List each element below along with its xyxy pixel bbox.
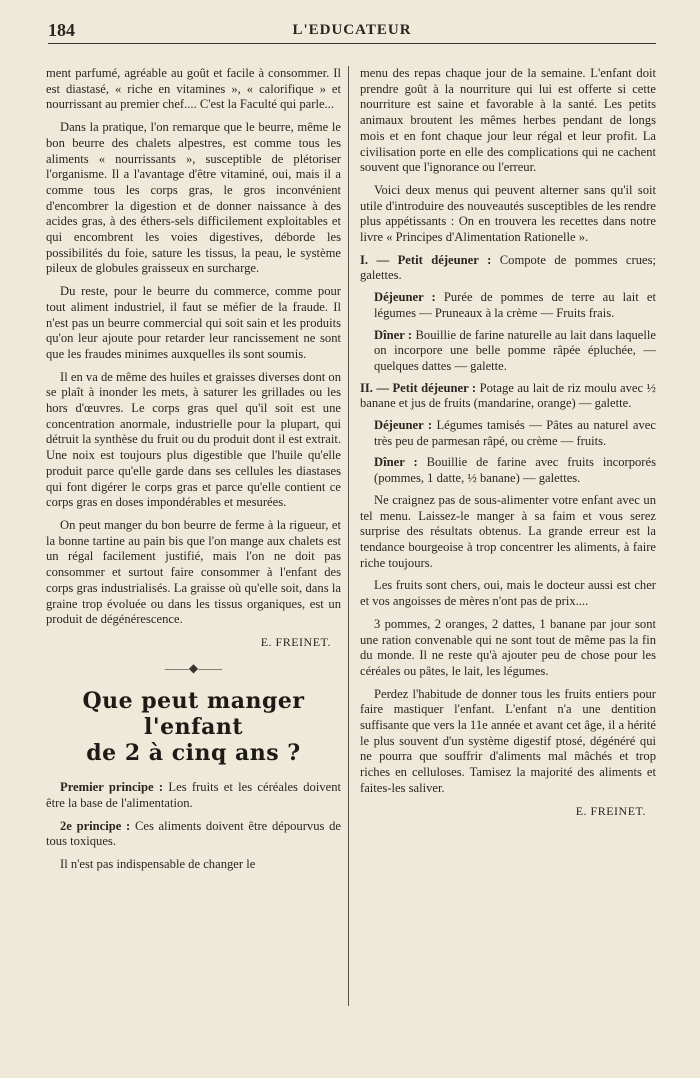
menu-item [360,328,656,375]
paragraph: Dans la pratique, l'on remarque que le beurre, même le bon beurre des chalets alpestres, est comme tous les aliments « nourrissants », susceptible de plétoriser l'organisme. Il a l'avantage d'être vitaminé, oui, mais il a comme tous les corps gras, le gros inconvénient d'encombrer la digestion et de donner naissance à des acides gras, à des éthers-sels difficilement exploitables et qui encombrent les voies digestives, déborde les possibilités du foie, sature les tissus, la peau, le système pileux de globules graisseux en surcharge. [46,120,341,276]
paragraph: 3 pommes, 2 oranges, 2 dattes, 1 banane par jour sont une ration convenable qui ne sont tout de même pas la fin du monde. Il ne reste qu'à ajouter peu de chose pour les céréales ou pâtes, le lait, les légumes. [360,616,656,678]
menu-text: Compote de pommes crues; galettes. [360,252,656,283]
headline-line: Que peut manger [82,688,305,715]
menu-item [360,418,656,449]
paragraph: menu des repas chaque jour de la semaine. L'enfant doit prendre goût à la nourriture qui lui est offerte si cette nourriture est saine et favorable à la santé. Les petits animaux broutent les mêmes herbes pendant de longs mois et en font chaque jour leur régal et leur profit. La civilisation porte en elle des complications qui ne cachent souvent que l'ignorance ou l'erreur. [360,66,656,175]
menu-text: Potage au lait de riz moulu avec ½ banane et jus de fruits (mandarine, orange) — galette. [360,380,656,411]
menu-item [360,253,656,284]
paragraph: Ne craignez pas de sous-alimenter votre enfant avec un tel menu. Laissez-le manger à sa faim et vous serez surprise des résultats obtenus. La grande erreur est la tendance bourgeoise à trop concentrer les aliments, à faire riche toujours. [360,492,656,570]
left-column [46,66,341,880]
menu-label: II. — Petit déjeuner : [360,380,477,395]
column-divider [348,66,349,1006]
paragraph: On peut manger du bon beurre de ferme à la rigueur, et la bonne tartine au pain bis que l'on mange aux chalets est un régal facilement justifié, mais l'on ne doit pas consommer et surtout faire consommer à l'enfant des corps gras industrialisés. La graisse où qu'elle soit, dans la graine trop évoluée ou dans les tissus organiques, est un produit de dégénérescence. [46,517,341,627]
menu-text: Légumes tamisés — Pâtes au naturel avec très peu de parmesan râpé, ou crème — fruits. [374,418,656,448]
menu-item [360,455,656,486]
paragraph: Du reste, pour le beurre du commerce, comme pour tout aliment industriel, il faut se méfier de la fraude. Il n'est pas un beurre commercial qui soit sain et les produits qu'on leur ajoute pour retarder leur rancissement ne sont que les fraudes minimes auxquelles ils sont soumis. [46,284,341,361]
menu-list [360,253,656,487]
paragraph: Les fruits sont chers, oui, mais le docteur aussi est cher et vos angoisses de mères n'ont pas de prix.... [360,578,656,609]
menu-item [360,290,656,321]
ornament-divider: ——◆—— [164,660,223,675]
menu-text: Bouillie de farine avec fruits incorporés (pommes, 1 datte, ½ banane) — galettes. [374,455,656,486]
paragraph: ment parfumé, agréable au goût et facile à consommer. Il est diastasé, « riche en vitamines », « calorifique » et nourrissant au premier chef.... C'est la Faculté qui parle... [46,66,341,112]
menu-label: I. — Petit déjeuner : [360,252,492,267]
signature: E. FREINET. [260,634,331,649]
running-title: L'EDUCATEUR [292,22,412,38]
page-number: 184 [48,20,75,40]
signature: E. FREINET. [575,803,646,818]
paragraph: Il n'est pas indispensable de changer le [60,857,256,872]
menu-label: Déjeuner : [374,290,436,305]
paragraph: Perdez l'habitude de donner tous les fruits entiers pour faire mastiquer l'enfant. L'enfant n'a une dentition suffisante que vers la 11e année et avant cet âge, il a hérité le plus souvent d'un système digestif ptosé, dégénéré qui ne pourra que souffrir d'aliments mal mâchés et trop riches en celluloses. Tamisez la majorité des aliments et faites-les saliver. [360,686,656,795]
principle-2 [46,819,341,850]
headline-line: de 2 à cinq ans ? [86,740,301,767]
header-rule [48,43,656,44]
paragraph: Il en va de même des huiles et graisses diverses dont on se plaît à inonder les mets, à saturer les grillades ou les hors d'œuvres. Le corps gras quel qu'il soit est une concentration anormale, industrielle pour la plupart, qui détruit la synthèse du fruit ou du produit dont il est extrait. Une noix est toujours plus digestible que l'huile qu'elle produit parce qu'elle garde dans ses cellules les diastases qui font digérer le corps gras et parce qu'elle contient ce corps gras en doses impondérables et mesurées. [46,369,341,510]
menu-item [360,381,656,412]
principle-text: Ces aliments doivent être dépourvus de tous toxiques. [46,818,341,849]
menu-label: Dîner : [374,327,413,342]
principle-label: Premier principe : [60,780,164,795]
right-column [360,66,656,825]
headline-line: l'enfant [144,714,243,741]
menu-text: Purée de pommes de terre au lait et légumes — Pruneaux à la crème — Fruits frais. [374,290,656,320]
principle-1 [46,780,341,811]
paragraph: Voici deux menus qui peuvent alterner sans qu'il soit utile d'introduire des nouveautés susceptibles de les rendre plus appétissants : On en trouvera les recettes dans notre livre « Principes d'Alimentation Rationelle ». [360,182,656,245]
article-headline [46,688,341,766]
principle-label: 2e principe : [60,818,131,833]
menu-label: Dîner : [374,455,418,470]
page-header [48,18,656,44]
menu-text: Bouillie de farine naturelle au lait dans laquelle on incorpore une belle pomme râpée épluchée, — quelques dattes — galette. [374,327,656,373]
principle-text: Les fruits et les céréales doivent être la base de l'alimentation. [46,780,342,811]
menu-label: Déjeuner : [374,418,433,433]
